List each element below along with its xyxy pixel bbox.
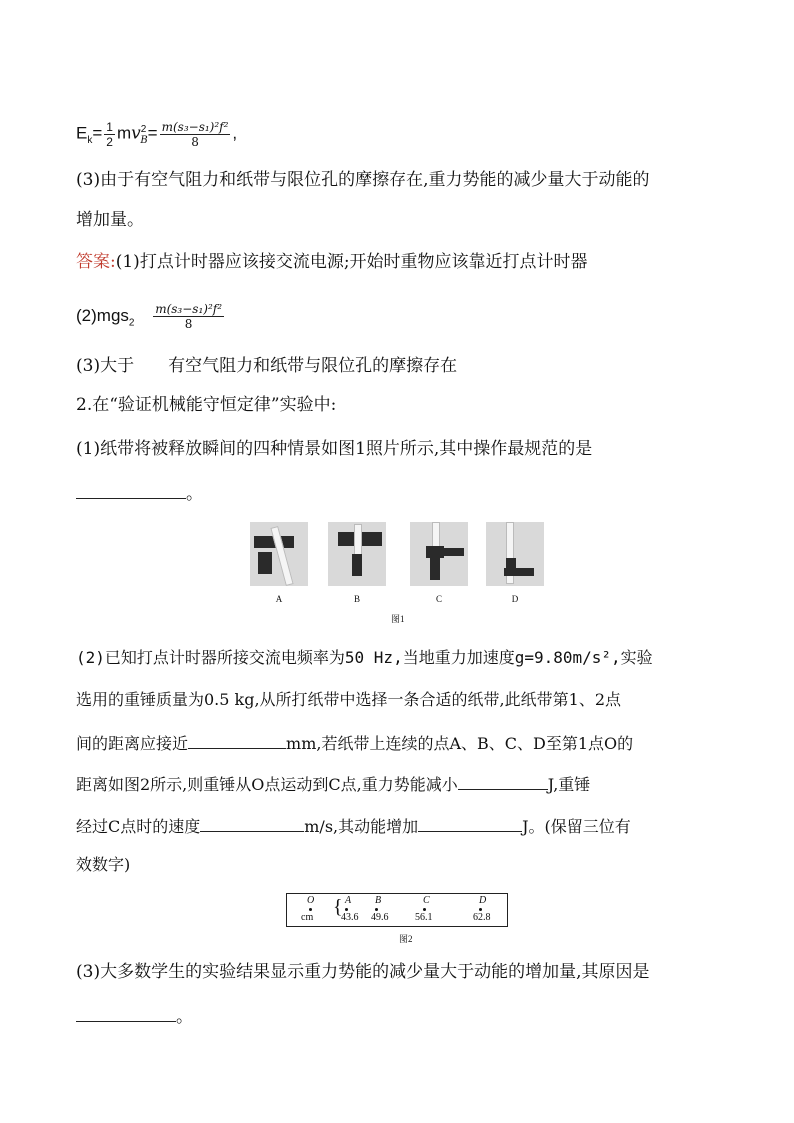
- q2-part2-line3: 间的距离应接近 mm,若纸带上连续的点A、B、C、D至第1点O的: [76, 730, 734, 756]
- q2-part2-line2: 选用的重锤质量为0.5 kg,从所打纸带中选择一条合适的纸带,此纸带第1、2点: [76, 690, 622, 709]
- figure1-caption: 图1: [391, 614, 405, 624]
- q2-part1-line2: 。: [76, 480, 734, 506]
- kinetic-energy-formula: $E_k=$ $\frac{1}{2}$ $mv^2_B=$ $\frac{\text{m(s₃−s₁)²f²}}{8}$ ,: [76, 119, 238, 149]
- figure1-photos: [250, 522, 550, 622]
- answer-energy-fraction: $\frac{\text{m(s₃−s₁)²f²}}{8}$: [155, 302, 222, 331]
- ek-symbol: E: [76, 123, 88, 143]
- answer-item2: (2)mgs$_2$ $\frac{\text{m(s₃−s₁)²f²}}{8}$: [76, 302, 222, 331]
- photo-label-c: C: [435, 594, 442, 604]
- answer-blank-3[interactable]: [458, 771, 548, 790]
- question2-title: 2.在“验证机械能守恒定律”实验中:: [76, 395, 337, 415]
- answer-item3: (3)大于 有空气阻力和纸带与限位孔的摩擦存在: [76, 356, 458, 376]
- half-fraction: $\frac{1}{2}$: [106, 119, 113, 149]
- photo-b: [328, 522, 386, 586]
- photo-d: [486, 522, 544, 586]
- photo-label-d: D: [511, 594, 519, 604]
- photo-label-a: A: [275, 594, 283, 604]
- figure2-caption: 图2: [399, 934, 413, 944]
- answer-blank-5[interactable]: [418, 813, 522, 832]
- photo-c: [410, 522, 468, 586]
- answer-blank-1[interactable]: [76, 480, 186, 499]
- part3-explanation-line1: (3)由于有空气阻力和纸带与限位孔的摩擦存在,重力势能的减少量大于动能的: [76, 170, 650, 190]
- q2-part2-line5: 经过C点时的速度 m/s,其动能增加 J。(保留三位有: [76, 813, 734, 839]
- part3-explanation-line2: 增加量。: [76, 210, 144, 230]
- q2-part3-line1: (3)大多数学生的实验结果显示重力势能的减少量大于动能的增加量,其原因是: [76, 962, 650, 982]
- photo-label-b: B: [353, 594, 360, 604]
- answer-blank-2[interactable]: [188, 730, 286, 749]
- photo-a: [250, 522, 308, 586]
- figure2-tape: O cm { A 43.6 B 49.6 C 56.1 D 62.8: [286, 893, 508, 927]
- q2-part2-line1: (2)已知打点计时器所接交流电频率为50 Hz,当地重力加速度g=9.80m/s²,实验: [76, 648, 653, 667]
- answer-item1: 答案:(1)打点计时器应该接交流电源;开始时重物应该靠近打点计时器: [76, 252, 588, 272]
- q2-part3-line2: 。: [76, 1003, 734, 1029]
- answer-blank-4[interactable]: [200, 813, 304, 832]
- q2-part2-line4: 距离如图2所示,则重锤从O点运动到C点,重力势能减小 J,重锤: [76, 771, 734, 797]
- answer-blank-6[interactable]: [76, 1003, 176, 1022]
- q2-part2-line6: 效数字): [76, 855, 131, 874]
- answer-label: 答案:: [76, 252, 116, 272]
- energy-fraction: $\frac{\text{m(s₃−s₁)²f²}}{8}$: [161, 119, 229, 149]
- q2-part1-line1: (1)纸带将被释放瞬间的四种情景如图1照片所示,其中操作最规范的是: [76, 439, 593, 459]
